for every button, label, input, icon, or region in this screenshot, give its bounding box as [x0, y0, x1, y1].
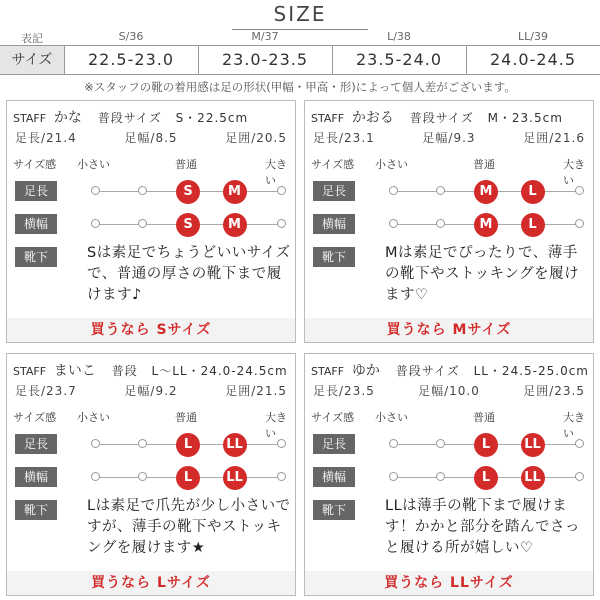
- fit-mark-m: M: [474, 180, 498, 204]
- fit-row-label-socks: 靴下: [313, 247, 355, 267]
- size-value-m: 23.0-23.5: [221, 50, 309, 69]
- size-table-row: [0, 45, 600, 75]
- foot-girth: 足囲/21.6: [523, 131, 585, 145]
- recommended-size: 買うなら Lサイズ: [7, 571, 295, 595]
- fit-scale-dot: [277, 439, 286, 448]
- staff-header: [311, 360, 589, 380]
- fit-row-label-length: 足長: [313, 434, 355, 454]
- scale-small-label: 小さい: [375, 411, 408, 424]
- fit-scale-dot: [277, 219, 286, 228]
- scale-small-label: 小さい: [77, 411, 110, 424]
- foot-length: 足長/23.7: [15, 384, 77, 398]
- fit-scale-dot: [91, 219, 100, 228]
- fit-row-length: [13, 434, 291, 456]
- scale-small-label: 小さい: [77, 158, 110, 171]
- foot-length: 足長/21.4: [15, 131, 77, 145]
- size-header-ll: LL/39: [518, 30, 548, 43]
- fit-row-label-socks: 靴下: [313, 500, 355, 520]
- usual-size-label: 普段サイズ: [97, 111, 162, 125]
- fit-scale-dot: [575, 219, 584, 228]
- fit-row-length: [13, 181, 291, 203]
- fit-scale-dot: [277, 186, 286, 195]
- usual-size-value: M・23.5cm: [487, 111, 563, 125]
- fit-mark-l: L: [474, 433, 498, 457]
- scale-large-label: 大きい: [563, 411, 585, 440]
- scale-large-label: 大きい: [563, 158, 585, 187]
- foot-measurements: [15, 382, 287, 399]
- size-value-ll: 24.0-24.5: [489, 50, 577, 69]
- fit-feel-label: サイズ感: [311, 411, 355, 424]
- size-table-header: [0, 30, 600, 44]
- fit-scale-labels: [311, 156, 589, 187]
- staff-label: STAFF: [311, 112, 345, 125]
- size-header-l: L/38: [387, 30, 411, 43]
- foot-length: 足長/23.1: [313, 131, 375, 145]
- staff-comment: Sは素足でちょうどいいサイズで、普通の厚さの靴下まで履けます♪: [87, 245, 291, 303]
- usual-size-value: S・22.5cm: [175, 111, 249, 125]
- foot-girth: 足囲/21.5: [225, 384, 287, 398]
- size-value-l: 23.5-24.0: [355, 50, 443, 69]
- foot-girth: 足囲/23.5: [523, 384, 585, 398]
- fit-mark-l: L: [521, 213, 545, 237]
- fit-row-label-width: 横幅: [15, 214, 57, 234]
- foot-measurements: [313, 382, 585, 399]
- usual-size-value: L～LL・24.0-24.5cm: [151, 364, 288, 378]
- staff-label: STAFF: [13, 365, 47, 378]
- staff-card: [304, 353, 594, 596]
- fit-row-length: [311, 181, 589, 203]
- staff-comment: LLは薄手の靴下まで履けます！かかと部分を踏んでさっと履ける所が嬉しい♡: [385, 498, 580, 556]
- fit-scale-dot: [389, 186, 398, 195]
- usual-size-label: 普段サイズ: [409, 111, 474, 125]
- scale-normal-label: 普通: [473, 411, 495, 424]
- fit-mark-l: L: [176, 466, 200, 490]
- fit-row-width: [13, 467, 291, 489]
- staff-comment: Lは素足で爪先が少し小さいですが、薄手の靴下やストッキングを履けます★: [87, 498, 291, 556]
- scale-normal-label: 普通: [175, 411, 197, 424]
- staff-name: かおる: [351, 110, 394, 126]
- fit-scale-dot: [138, 186, 147, 195]
- foot-girth: 足囲/20.5: [225, 131, 287, 145]
- staff-card: [304, 100, 594, 343]
- staff-label: STAFF: [311, 365, 345, 378]
- usual-size-value: LL・24.5-25.0cm: [473, 364, 589, 378]
- recommended-size: 買うなら LLサイズ: [305, 571, 593, 595]
- fit-scale-dot: [575, 186, 584, 195]
- fit-row-label-width: 横幅: [15, 467, 57, 487]
- fit-scale-dot: [91, 439, 100, 448]
- fit-mark-ll: LL: [521, 466, 545, 490]
- fit-scale-labels: [311, 409, 589, 440]
- fit-mark-s: S: [176, 180, 200, 204]
- fit-row-width: [13, 214, 291, 236]
- fit-scale-dot: [138, 439, 147, 448]
- fit-scale-dot: [389, 472, 398, 481]
- scale-normal-label: 普通: [473, 158, 495, 171]
- fit-scale-dot: [91, 472, 100, 481]
- size-value-s: 22.5-23.0: [87, 50, 175, 69]
- fit-feel-label: サイズ感: [13, 158, 57, 171]
- fit-row-label-length: 足長: [15, 181, 57, 201]
- scale-small-label: 小さい: [375, 158, 408, 171]
- fit-row-label-length: 足長: [313, 181, 355, 201]
- size-header-label: 表記: [21, 32, 43, 45]
- staff-header: [311, 107, 563, 127]
- usual-size-label: 普段サイズ: [395, 364, 460, 378]
- foot-width: 足幅/9.3: [422, 131, 476, 145]
- fit-mark-ll: LL: [521, 433, 545, 457]
- fit-mark-ll: LL: [223, 466, 247, 490]
- size-header-m: M/37: [251, 30, 279, 43]
- fit-mark-m: M: [474, 213, 498, 237]
- fit-scale-dot: [575, 472, 584, 481]
- usual-size-label: 普段: [111, 364, 138, 378]
- fit-mark-l: L: [474, 466, 498, 490]
- fit-row-label-width: 横幅: [313, 467, 355, 487]
- foot-length: 足長/23.5: [313, 384, 375, 398]
- fit-feel-label: サイズ感: [311, 158, 355, 171]
- fit-scale-dot: [277, 472, 286, 481]
- staff-header: [13, 360, 288, 380]
- fit-mark-m: M: [223, 180, 247, 204]
- fit-scale-labels: [13, 156, 291, 187]
- fit-mark-ll: LL: [223, 433, 247, 457]
- page-title: SIZE: [273, 2, 327, 26]
- fit-mark-s: S: [176, 213, 200, 237]
- foot-width: 足幅/8.5: [124, 131, 178, 145]
- foot-measurements: [15, 129, 287, 146]
- fit-mark-l: L: [521, 180, 545, 204]
- foot-measurements: [313, 129, 585, 146]
- fit-row-width: [311, 467, 589, 489]
- fit-row-label-socks: 靴下: [15, 500, 57, 520]
- staff-card: [6, 100, 296, 343]
- staff-card: [6, 353, 296, 596]
- fit-scale-dot: [389, 219, 398, 228]
- fit-row-label-width: 横幅: [313, 214, 355, 234]
- foot-width: 足幅/10.0: [418, 384, 480, 398]
- size-header-s: S/36: [118, 30, 144, 43]
- fit-row-label-length: 足長: [15, 434, 57, 454]
- recommended-size: 買うなら Mサイズ: [305, 318, 593, 342]
- staff-label: STAFF: [13, 112, 47, 125]
- staff-header: [13, 107, 248, 127]
- foot-width: 足幅/9.2: [124, 384, 178, 398]
- staff-name: ゆか: [351, 363, 380, 379]
- fit-scale-dot: [389, 439, 398, 448]
- fit-note: ※スタッフの靴の着用感は足の形状(甲幅・甲高・形)によって個人差がございます。: [84, 80, 516, 94]
- staff-name: まいこ: [53, 363, 96, 379]
- scale-large-label: 大きい: [265, 158, 287, 187]
- scale-large-label: 大きい: [265, 411, 287, 440]
- fit-mark-l: L: [176, 433, 200, 457]
- staff-name: かな: [53, 110, 82, 126]
- fit-scale-dot: [436, 439, 445, 448]
- fit-row-width: [311, 214, 589, 236]
- fit-row-label-socks: 靴下: [15, 247, 57, 267]
- fit-scale-dot: [575, 439, 584, 448]
- fit-mark-m: M: [223, 213, 247, 237]
- size-row-label: サイズ: [0, 46, 65, 74]
- fit-scale-dot: [436, 219, 445, 228]
- recommended-size: 買うなら Sサイズ: [7, 318, 295, 342]
- scale-normal-label: 普通: [175, 158, 197, 171]
- fit-scale-dot: [138, 219, 147, 228]
- staff-comment: Mは素足でぴったりで、薄手の靴下やストッキングを履けます♡: [385, 245, 580, 303]
- fit-scale-dot: [91, 186, 100, 195]
- fit-scale-labels: [13, 409, 291, 440]
- fit-scale-dot: [138, 472, 147, 481]
- fit-row-length: [311, 434, 589, 456]
- fit-feel-label: サイズ感: [13, 411, 57, 424]
- fit-scale-dot: [436, 472, 445, 481]
- fit-scale-dot: [436, 186, 445, 195]
